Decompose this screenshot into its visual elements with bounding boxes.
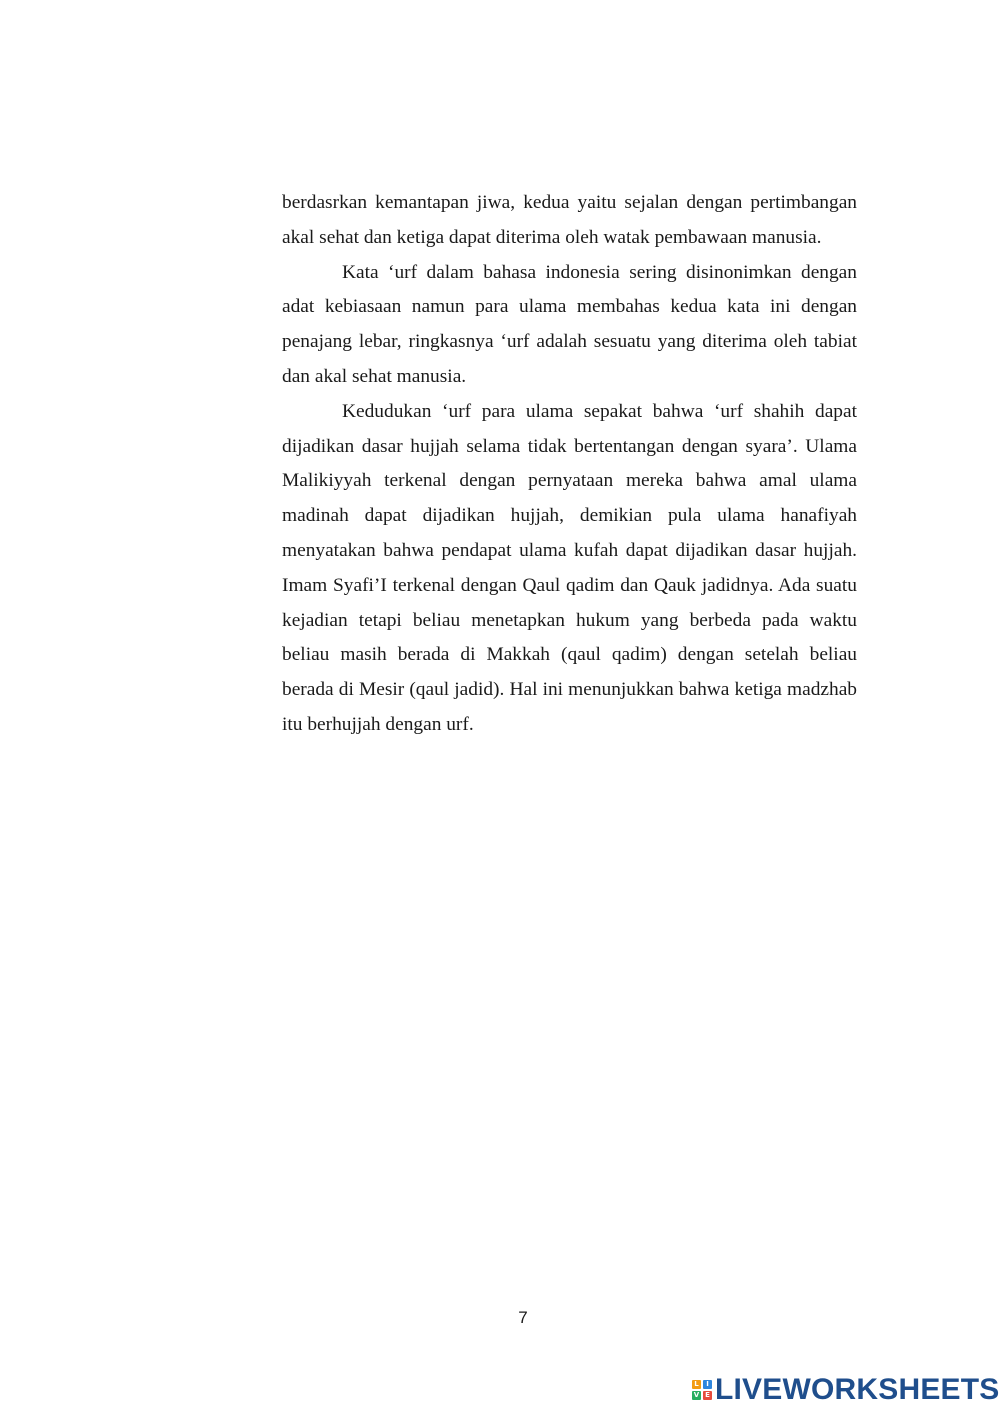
paragraph-urf-position: Kedudukan ‘urf para ulama sepakat bahwa ‘urf shahih dapat dijadikan dasar hujjah selama tidak bertentangan dengan syara’. Ulama Malikiyyah terkenal dengan pernyataan mereka bahwa amal ulama madinah dapat dijadikan hujjah, demikian pula ulama hanafiyah menyatakan bahwa pendapat ulama kufah dapat dijadikan dasar hujjah. Imam Syafi’I terkenal dengan Qaul qadim dan Qauk jadidnya. Ada suatu kejadian tetapi beliau menetapkan hukum yang berbeda pada waktu beliau masih berada di Makkah (qaul qadim) dengan setelah beliau berada di Mesir (qaul jadid). Hal ini menunjukkan bahwa ketiga madzhab itu berhujjah dengan urf. xyxy=(282,400,857,735)
logo-tile-i: I xyxy=(703,1380,712,1389)
liveworksheets-logo-icon xyxy=(692,1380,712,1400)
liveworksheets-watermark xyxy=(692,1372,1000,1408)
page-number: 7 xyxy=(518,1308,528,1327)
logo-tile-l: L xyxy=(692,1380,701,1389)
paragraph-continuation: berdasrkan kemantapan jiwa, kedua yaitu sejalan dengan pertimbangan akal sehat dan ketiga dapat diterima oleh watak pembawaan manusia. xyxy=(282,192,857,248)
paragraph-urf-definition: Kata ‘urf dalam bahasa indonesia sering disinonimkan dengan adat kebiasaan namun para ulama membahas kedua kata ini dengan penajang lebar, ringkasnya ‘urf adalah sesuatu yang diterima oleh tabiat dan akal sehat manusia. xyxy=(282,261,857,387)
document-body xyxy=(282,186,857,743)
liveworksheets-wordmark: LIVEWORKSHEETS xyxy=(715,1373,1000,1406)
logo-tile-e: E xyxy=(703,1391,712,1400)
logo-tile-v: V xyxy=(693,1391,700,1399)
